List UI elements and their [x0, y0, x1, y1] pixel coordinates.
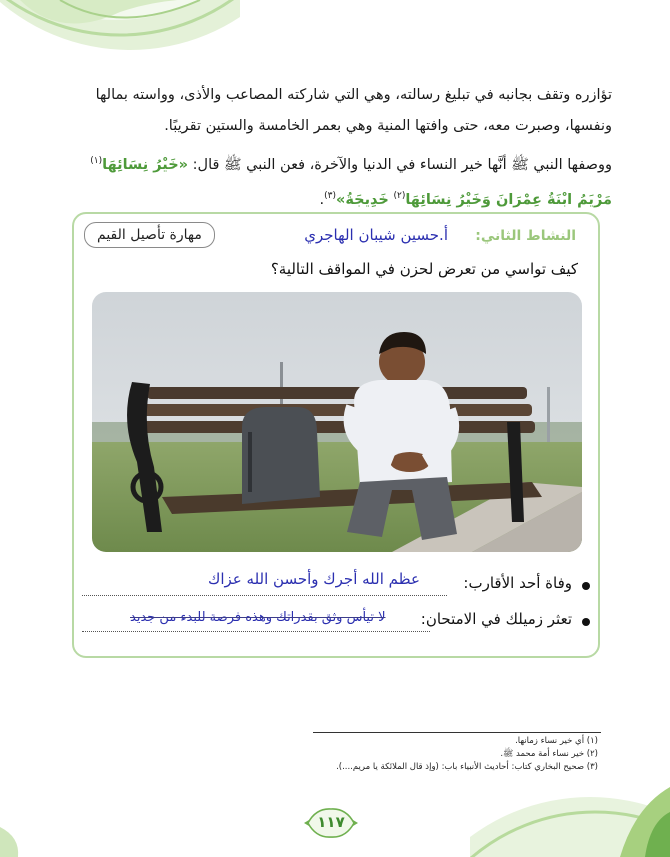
paragraph-line: تؤازره وتقف بجانبه في تبليغ رسالته، وهي التي شاركته المصاعب والأذى، وواسته بمالها — [95, 87, 612, 103]
footnote-ref[interactable]: (١) — [90, 156, 103, 166]
footnote: (١) أي خير نساء زمانها. — [515, 736, 598, 746]
handwritten-answer: عظم الله أجرك وأحسن الله عزاك — [208, 570, 420, 588]
paragraph-line — [52, 181, 612, 216]
answer-line[interactable] — [82, 595, 447, 596]
activity-question: كيف تواسي من تعرض لحزن في المواقف التالية؟ — [270, 260, 578, 278]
footnote-ref[interactable]: (٣) — [324, 190, 336, 201]
bottom-right-decoration — [470, 767, 670, 857]
activity-label: النشاط الثاني: — [475, 228, 576, 244]
paragraph-line — [52, 146, 612, 181]
top-left-decoration — [0, 0, 240, 70]
page-number: ١١٧ — [317, 813, 345, 831]
item-label: تعثر زميلك في الامتحان: — [420, 610, 572, 628]
page-number-ornament — [304, 806, 358, 840]
hadith-paragraph — [52, 146, 612, 216]
period: . — [319, 191, 325, 208]
hadith-quote: «خَيْرُ نِسَائِهَا — [102, 156, 189, 173]
bullet-icon — [582, 582, 590, 590]
intro-paragraph — [52, 80, 612, 142]
footnote: (٢) خير نساء أمة محمد ﷺ. — [500, 749, 598, 759]
activity-box — [72, 212, 600, 658]
leaf-decoration-icon — [470, 767, 670, 857]
footnote-ref[interactable]: (٢) — [393, 190, 406, 201]
hadith-quote: خَدِيجَةُ» — [335, 191, 389, 208]
handwritten-answer: لا تيأس وثق بقدراتك وهذه فرصة للبدء من جديد — [130, 610, 386, 625]
bullet-icon — [582, 618, 590, 626]
bottom-left-decoration — [0, 817, 50, 857]
paragraph-line: ونفسها، وصبرت معه، حتى وافتها المنية وهي بعمر الخامسة والستين تقريبًا. — [164, 118, 612, 134]
hadith-quote: مَرْيَمُ ابْنَةُ عِمْرَانَ وَخَيْرُ نِسَائِهَا — [405, 191, 612, 208]
list-item — [80, 608, 590, 636]
footnote-divider — [313, 732, 601, 733]
sad-student-photo — [92, 292, 582, 552]
list-item — [80, 572, 590, 600]
skill-badge: مهارة تأصيل القيم — [84, 222, 215, 248]
footnote: (٣) صحيح البخاري كتاب: أحاديث الأنبياء باب: (وإذ قال الملائكة يا مريم....). — [336, 762, 598, 772]
item-label: وفاة أحد الأقارب: — [463, 574, 572, 592]
activity-author: أ.حسين شيبان الهاجري — [304, 226, 448, 244]
hadith-intro-text: ووصفها النبي ﷺ أنَّها خير النساء في الدنيا والآخرة، فعن النبي ﷺ قال: — [192, 156, 612, 173]
answer-line[interactable] — [82, 631, 430, 632]
